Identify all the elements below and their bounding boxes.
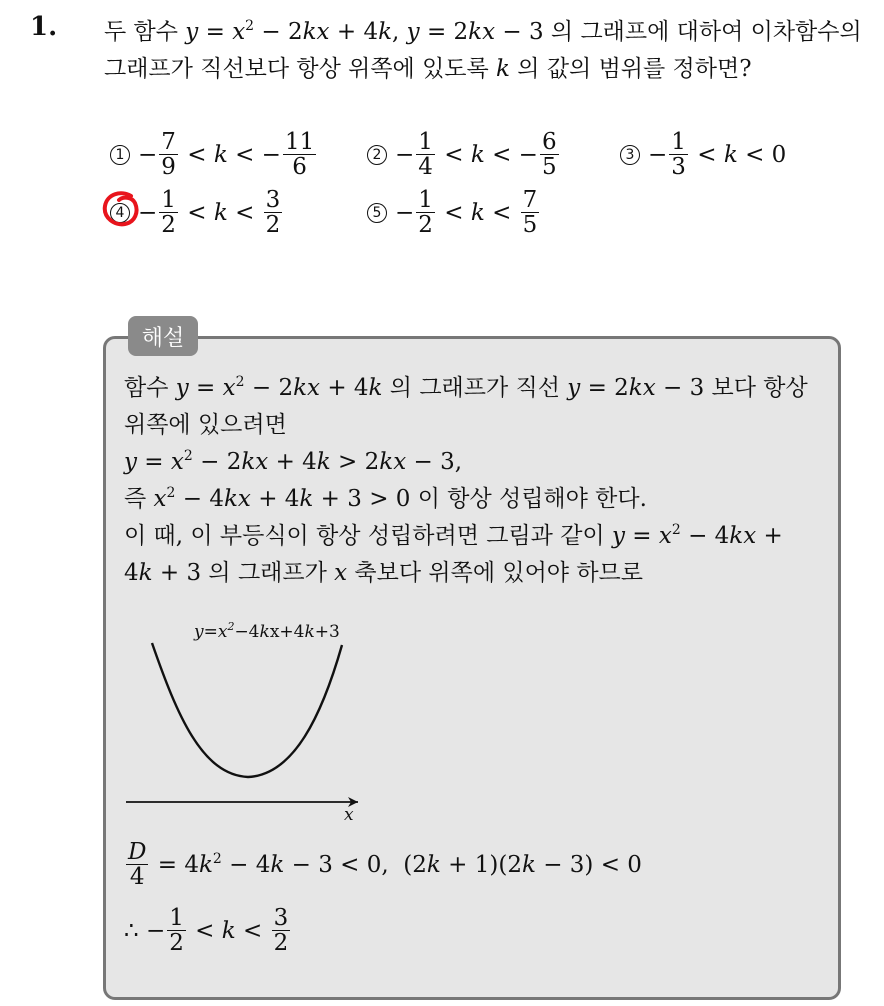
question-line-1: 두 함수 $y = x^2 - 2kx + 4k$, y = 2kx − 3 의 그래프에 대하여 이차함수의	[104, 18, 862, 45]
parabola-curve	[152, 643, 342, 777]
conclusion-formula: ∴ − $\frac{1}{2}$ < k < $\frac{3}{2}$	[124, 905, 289, 957]
solution-line-5: 이 때, 이 부등식이 항상 성립하려면 그림과 같이 $y = x^2 - 4kx$ +	[124, 522, 783, 549]
question-number: 1.	[30, 12, 58, 42]
solution-line-1: 함수 $y = x^2 - 2kx + 4k$ 의 그래프가 직선 y = 2kx − 3 보다 항상	[124, 374, 808, 401]
parabola-graph	[122, 615, 382, 830]
choice-1[interactable]: 1 − $\frac{7}{9}$ < k < − $\frac{11}{6}$	[110, 130, 318, 179]
solution-line-4: 즉 $x^2 - 4kx + 4k + 3 > 0$ 이 항상 성립해야 한다.	[124, 485, 647, 512]
x-axis-label: x	[344, 805, 354, 825]
solution-text	[124, 370, 829, 592]
choice-number-2: 2	[367, 145, 387, 165]
choice-number-4: 4	[110, 203, 130, 223]
solution-line-2: 위쪽에 있으려면	[124, 412, 287, 438]
choice-number-1: 1	[110, 145, 130, 165]
choice-2[interactable]: 2 − $\frac{1}{4}$ < k < − $\frac{6}{5}$	[367, 130, 561, 179]
discriminant-formula: $\frac{D}{4}$ = $4k^2 - 4k - 3 < 0$, (2k + 1)(2k − 3) < 0	[128, 839, 642, 891]
choice-4[interactable]: 4 − $\frac{1}{2}$ < k < $\frac{3}{2}$	[110, 188, 284, 237]
choice-3[interactable]: 3 − $\frac{1}{3}$ < k < 0	[620, 130, 786, 179]
solution-line-6: 4k + 3 의 그래프가 x 축보다 위쪽에 있어야 하므로	[124, 560, 643, 586]
graph-label: $y=x^2-4kx+4k+3$	[194, 620, 340, 642]
choice-number-3: 3	[620, 145, 640, 165]
question-text	[104, 14, 874, 88]
question-line-2: 그래프가 직선보다 항상 위쪽에 있도록 k 의 값의 범위를 정하면?	[104, 56, 752, 82]
choice-5[interactable]: 5 − $\frac{1}{2}$ < k < $\frac{7}{5}$	[367, 188, 541, 237]
choice-number-5: 5	[367, 203, 387, 223]
solution-line-3: $y = x^2 - 2kx + 4k > 2kx - 3$,	[124, 448, 463, 475]
solution-tag: 해설	[128, 316, 198, 356]
